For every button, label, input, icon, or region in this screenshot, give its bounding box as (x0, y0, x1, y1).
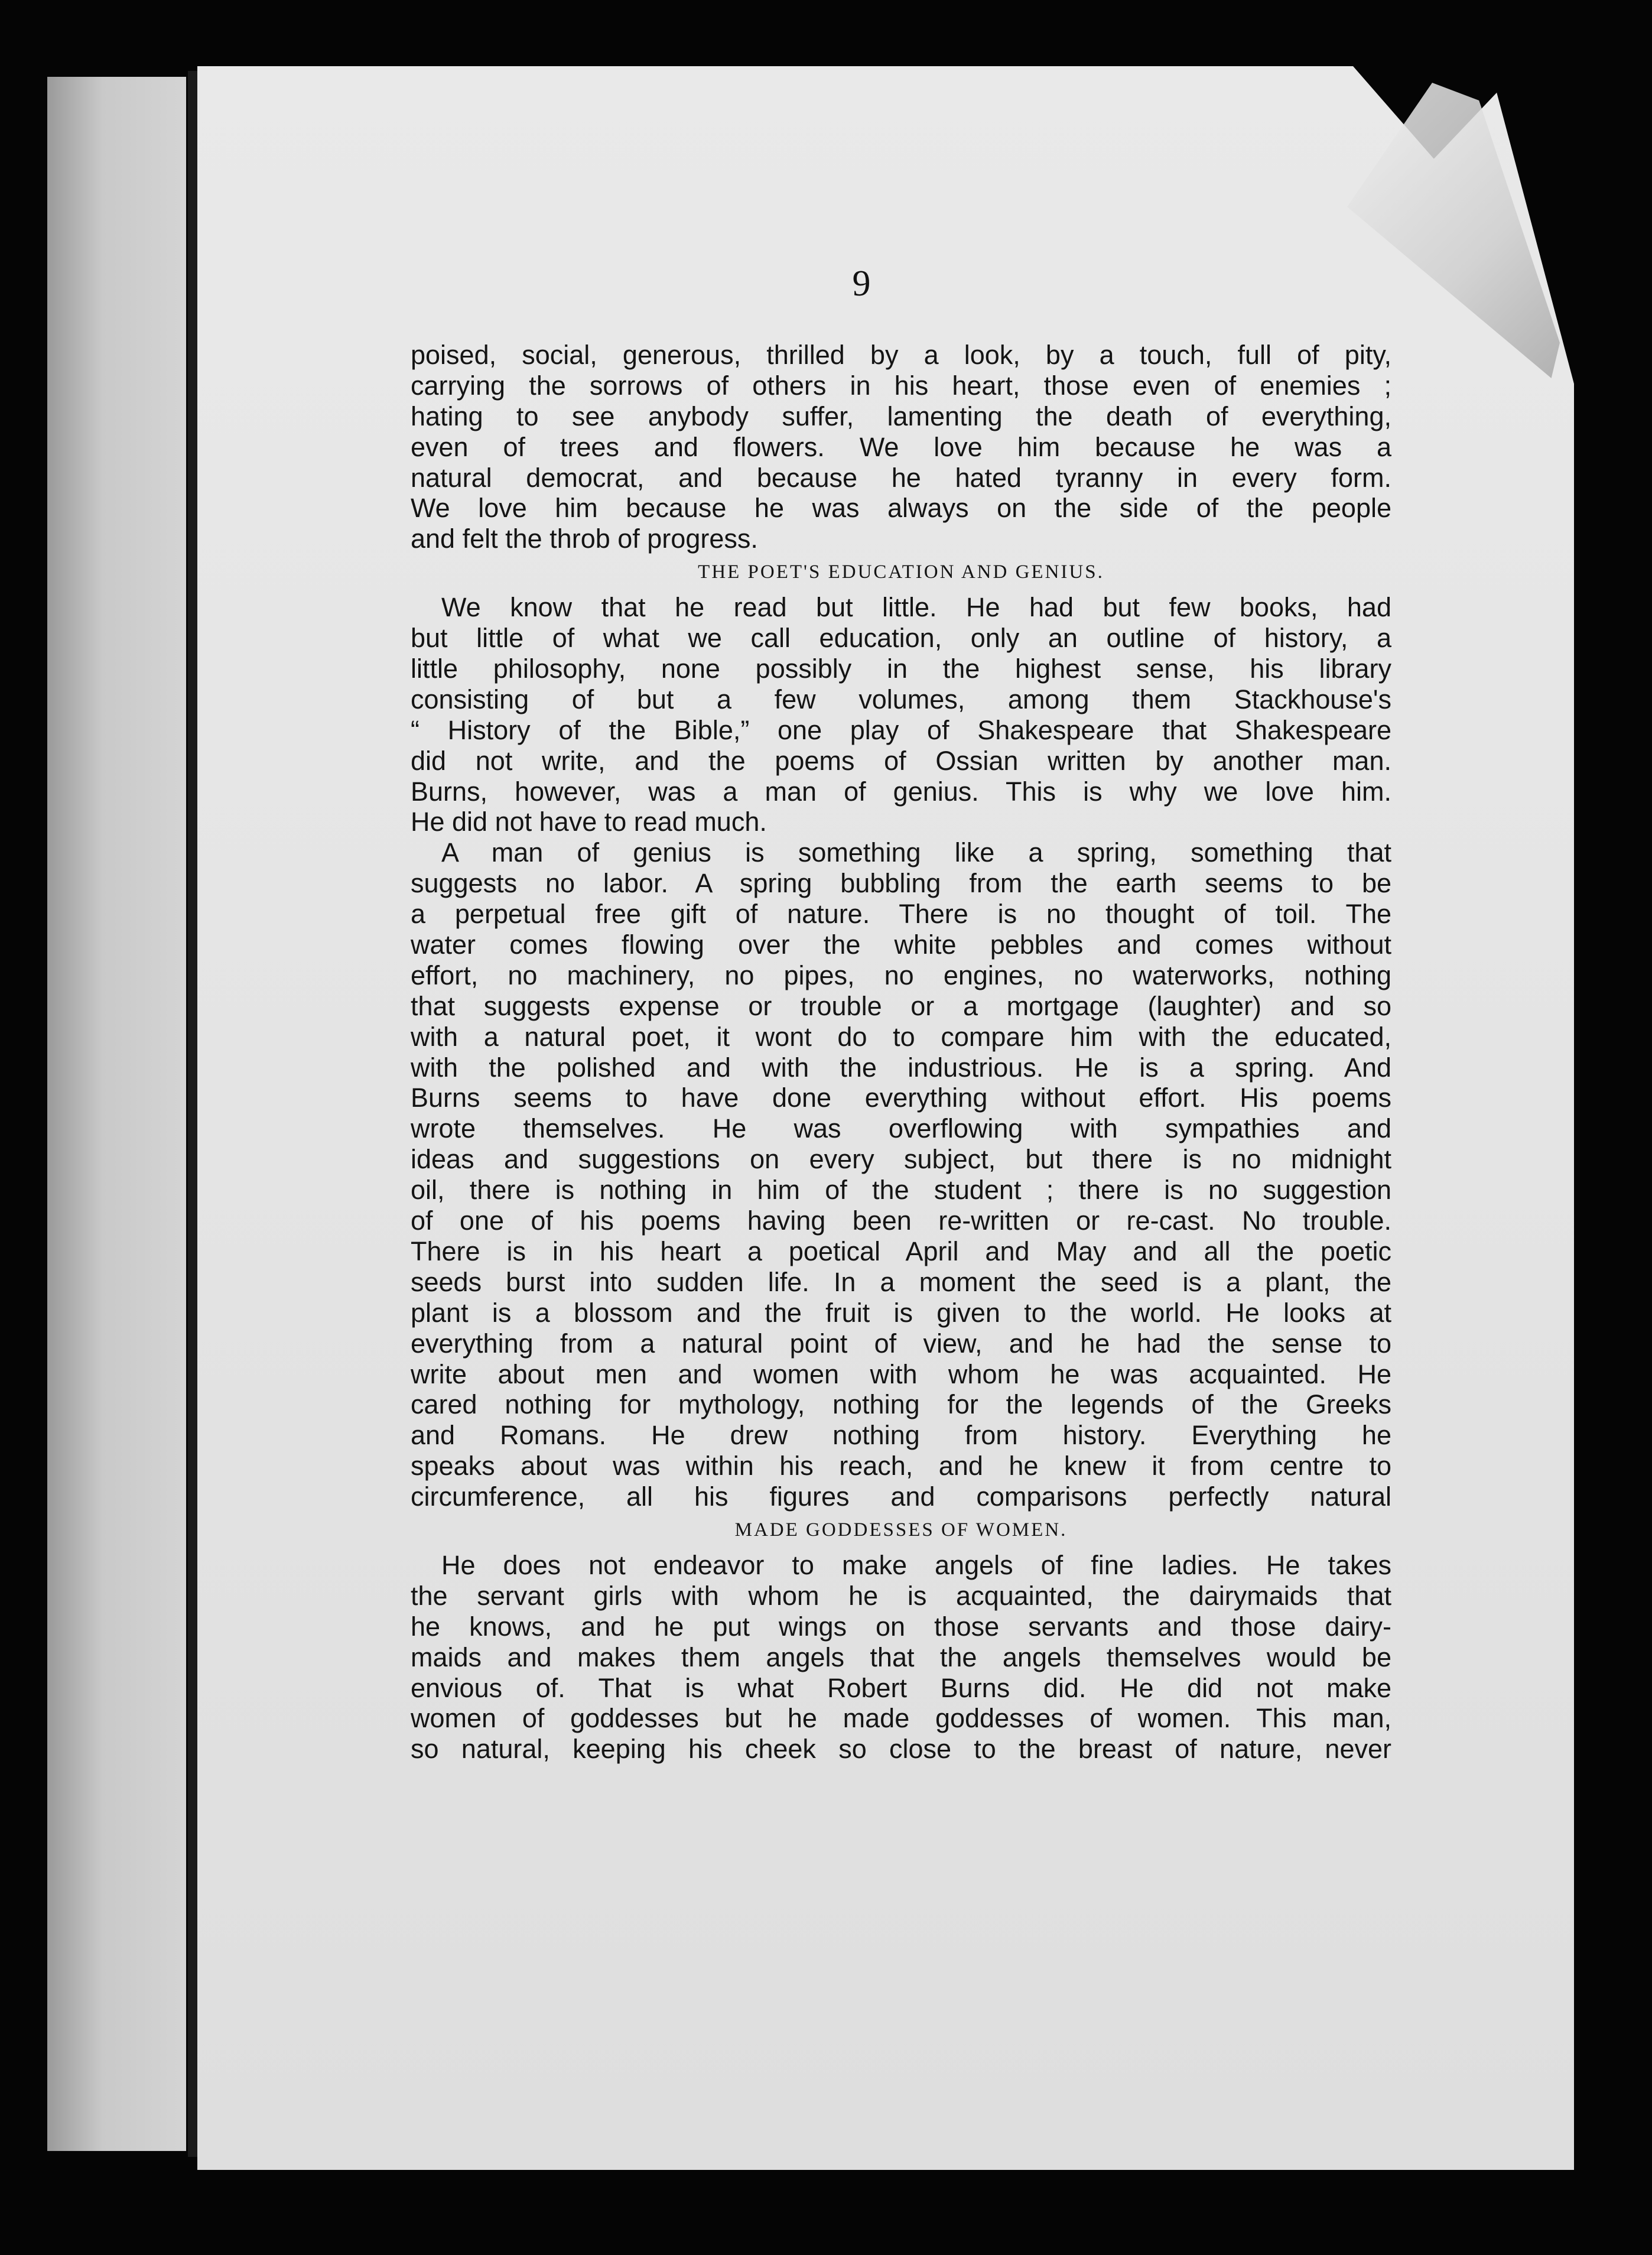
text-line: the servant girls with whom he is acquainted, the dairymaids that (411, 1580, 1391, 1611)
text-line: oil, there is nothing in him of the student ; there is no suggestion (411, 1175, 1391, 1206)
text-line: wrote themselves. He was overflowing with sympathies and (411, 1113, 1391, 1144)
paragraph-genius (411, 837, 1391, 1512)
text-line: natural democrat, and because he hated tyranny in every form. (411, 462, 1391, 493)
paragraph-intro (411, 340, 1391, 554)
text-line: consisting of but a few volumes, among them Stackhouse's (411, 684, 1391, 714)
section-heading-women: MADE GODDESSES OF WOMEN. (734, 1519, 1068, 1541)
page-number: 9 (852, 264, 871, 304)
text-line: little philosophy, none possibly in the highest sense, his library (411, 654, 1391, 684)
text-line: water comes flowing over the white pebbles and comes without (411, 930, 1391, 960)
text-line: but little of what we call education, only an outline of history, a (411, 623, 1391, 654)
text-line: a perpetual free gift of nature. There is no thought of toil. The (411, 899, 1391, 930)
facing-page-edge (47, 77, 186, 2151)
text-line: plant is a blossom and the fruit is given to the world. He looks at (411, 1297, 1391, 1328)
text-line: carrying the sorrows of others in his heart, those even of enemies ; (411, 370, 1391, 401)
text-line: We know that he read but little. He had but few books, had (441, 592, 1391, 623)
page-gutter (188, 71, 197, 2157)
text-line: with the polished and with the industrious. He is a spring. And (411, 1052, 1391, 1083)
text-line: “ History of the Bible,” one play of Shakespeare that Shakespeare (411, 714, 1391, 745)
text-line: everything from a natural point of view, and he had the sense to (411, 1328, 1391, 1359)
text-line: even of trees and flowers. We love him because he was a (411, 431, 1391, 462)
text-line: He did not have to read much. (411, 807, 767, 837)
text-line: effort, no machinery, no pipes, no engines, no waterworks, nothing (411, 960, 1391, 990)
text-line: that suggests expense or trouble or a mortgage (laughter) and so (411, 990, 1391, 1021)
text-line: He does not endeavor to make angels of fine ladies. He takes (441, 1549, 1391, 1580)
text-line: envious of. That is what Robert Burns did. He did not make (411, 1672, 1391, 1703)
text-line: maids and makes them angels that the angels themselves would be (411, 1642, 1391, 1672)
text-line: with a natural poet, it wont do to compare him with the educated, (411, 1021, 1391, 1052)
text-line: cared nothing for mythology, nothing for the legends of the Greeks (411, 1389, 1391, 1420)
text-line: hating to see anybody suffer, lamenting the death of everything, (411, 401, 1391, 431)
text-line: poised, social, generous, thrilled by a look, by a touch, full of pity, (411, 340, 1391, 370)
paragraph-women (411, 1550, 1391, 1765)
text-line: ideas and suggestions on every subject, but there is no midnight (411, 1144, 1391, 1175)
text-line: and felt the throb of progress. (411, 524, 758, 554)
text-line: did not write, and the poems of Ossian written by another man. (411, 745, 1391, 776)
text-line: speaks about was within his reach, and he knew it from centre to (411, 1451, 1391, 1481)
text-line: women of goddesses but he made goddesses of women. This man, (411, 1703, 1391, 1734)
text-line: so natural, keeping his cheek so close to the breast of nature, never (411, 1734, 1391, 1765)
text-line: write about men and women with whom he was acquainted. He (411, 1359, 1391, 1389)
page-body (411, 340, 1391, 1765)
text-line: There is in his heart a poetical April and May and all the poetic (411, 1236, 1391, 1266)
text-line: and Romans. He drew nothing from history. Everything he (411, 1420, 1391, 1451)
text-line: of one of his poems having been re-written or re-cast. No trouble. (411, 1206, 1391, 1236)
text-line: seeds burst into sudden life. In a moment the seed is a plant, the (411, 1266, 1391, 1297)
paragraph-education (411, 592, 1391, 837)
text-line: We love him because he was always on the side of the people (411, 493, 1391, 524)
section-heading-education: THE POET'S EDUCATION AND GENIUS. (698, 561, 1104, 583)
text-line: he knows, and he put wings on those servants and those dairy- (411, 1611, 1391, 1642)
text-line: A man of genius is something like a spring, something that (441, 837, 1391, 868)
text-line: Burns seems to have done everything without effort. His poems (411, 1083, 1391, 1113)
text-line: suggests no labor. A spring bubbling from the earth seems to be (411, 868, 1391, 899)
text-line: circumference, all his figures and comparisons perfectly natural (411, 1481, 1391, 1512)
text-line: Burns, however, was a man of genius. This is why we love him. (411, 776, 1391, 807)
